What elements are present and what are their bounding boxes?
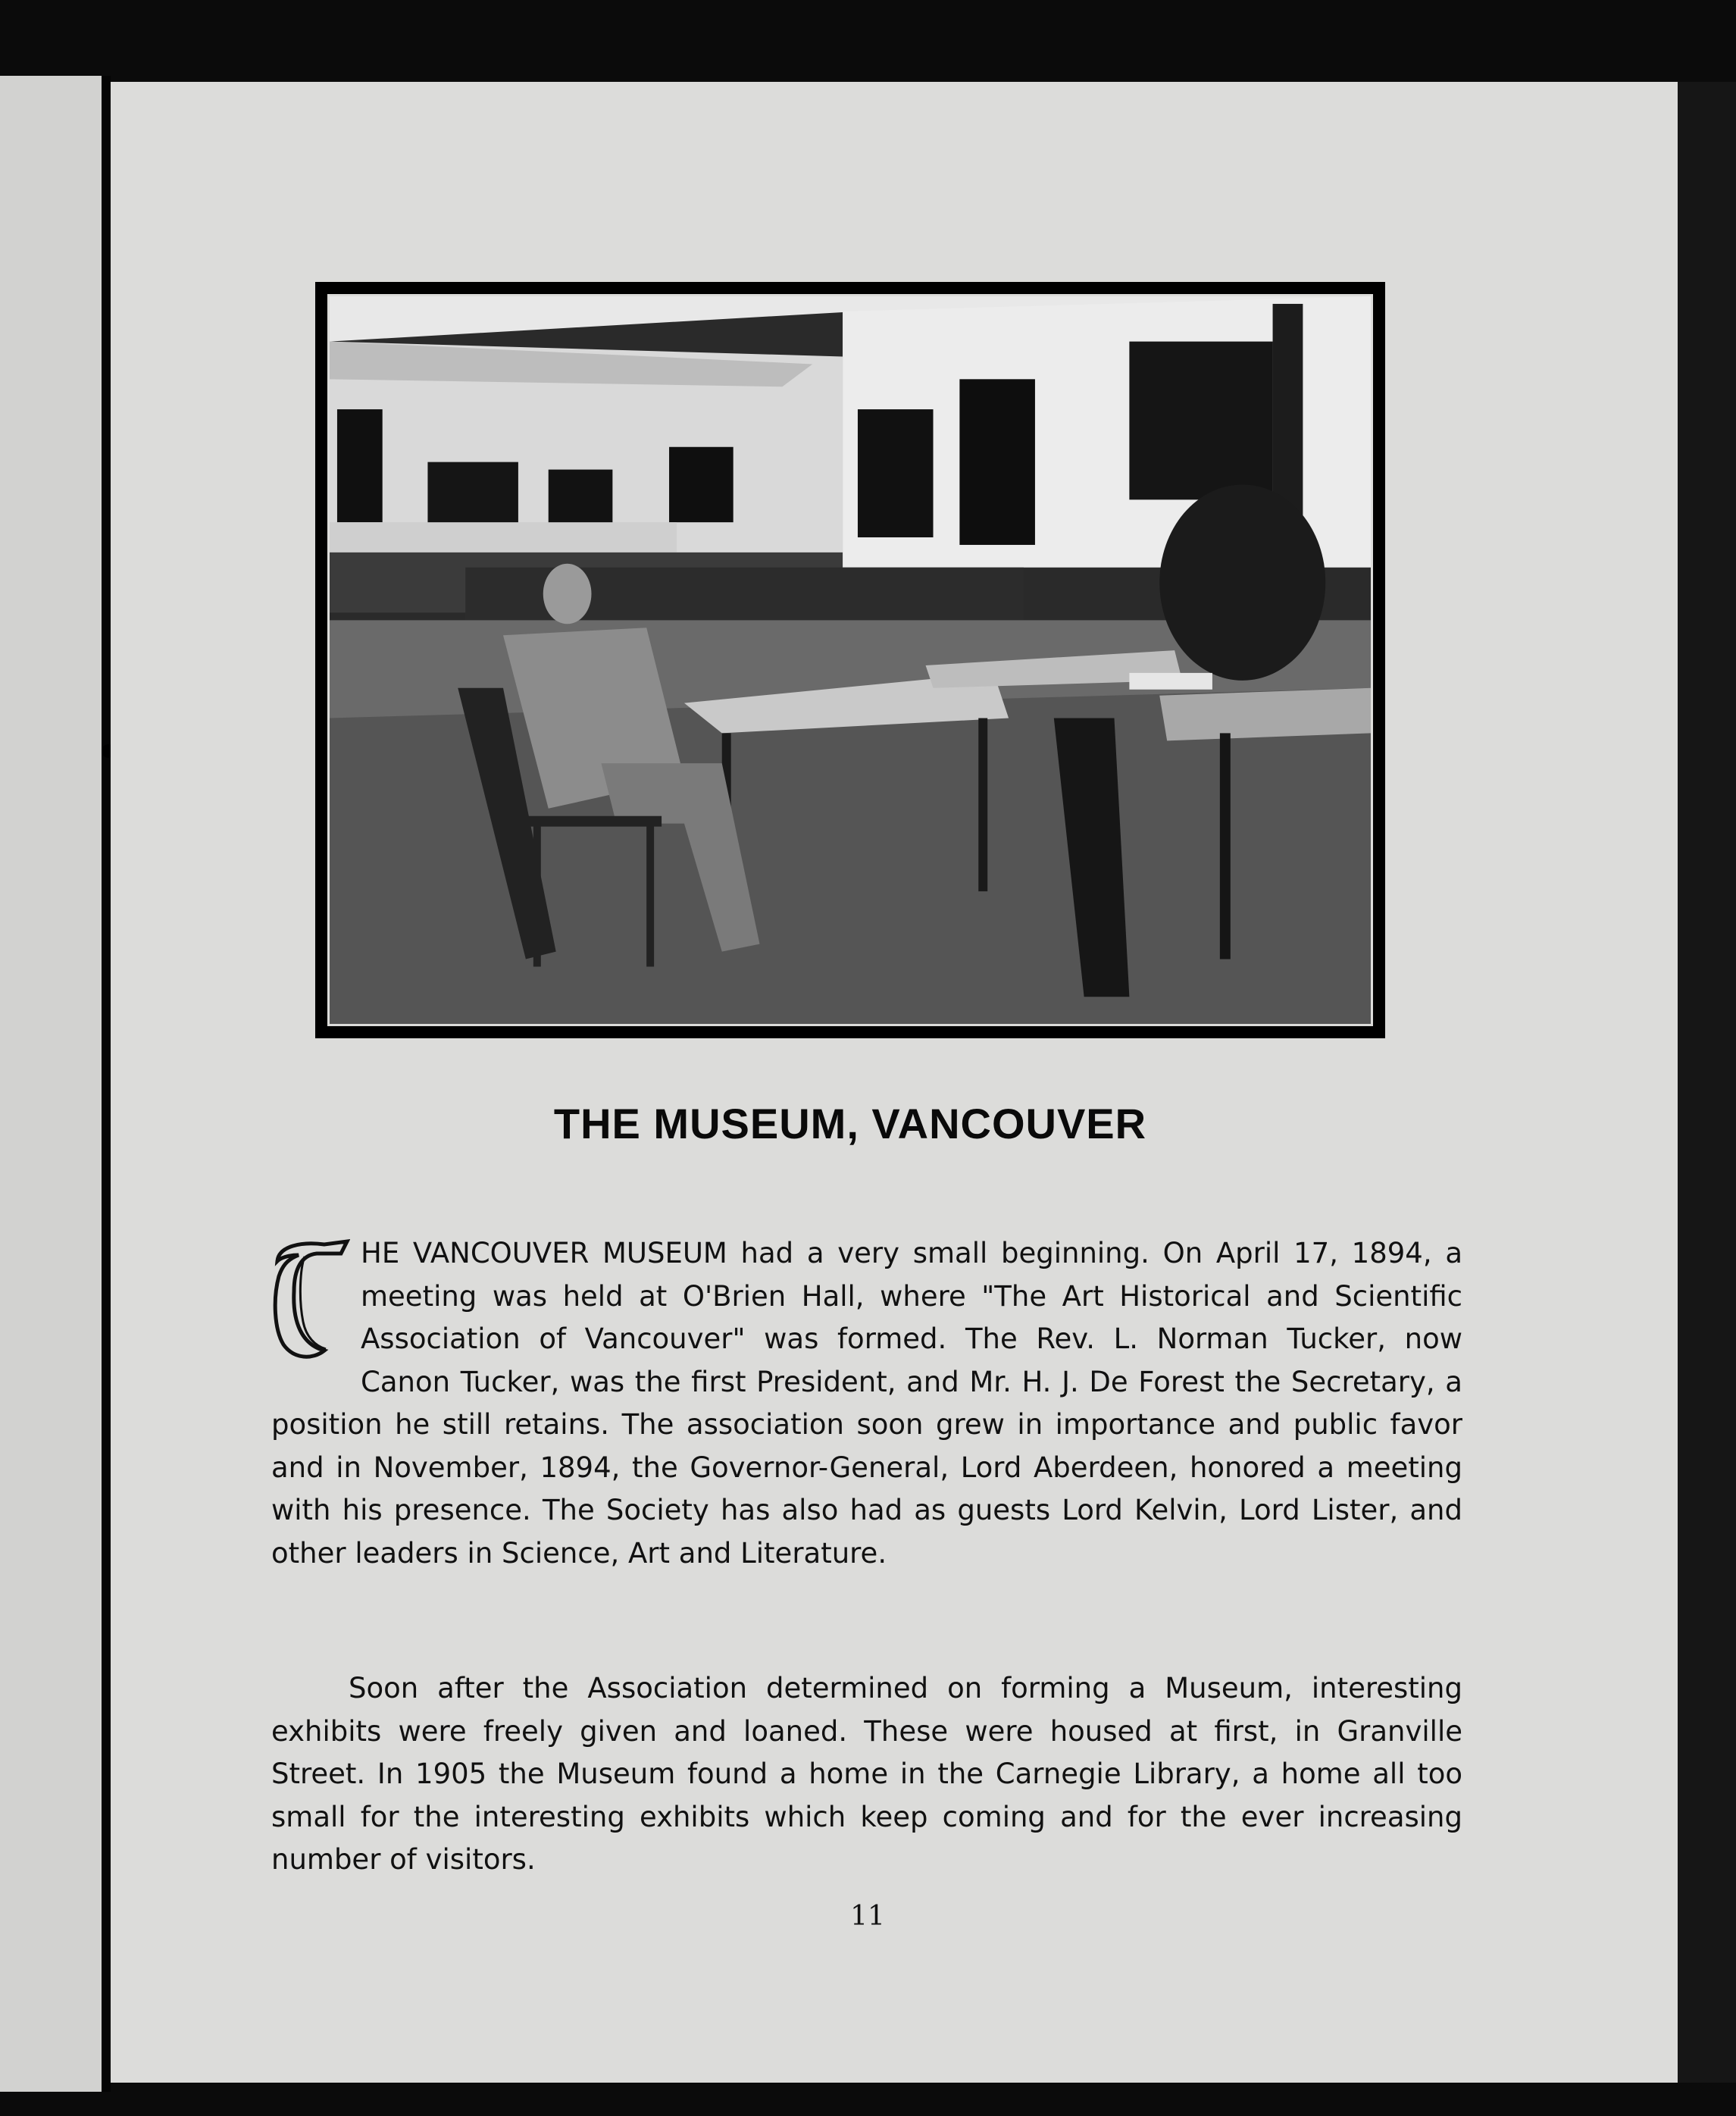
article-heading: THE MUSEUM, VANCOUVER	[553, 1100, 1147, 1147]
paragraph-1	[271, 1232, 1462, 1575]
museum-interior-illustration	[330, 296, 1371, 1024]
previous-page-edge	[0, 76, 106, 2092]
book-spine	[102, 76, 111, 2092]
paragraph-2: Soon after the Association determined on forming a Museum, interesting exhibits were freely given and loaned. These were housed at first, in Granville Street. In 1905 the Museum found a home in the Carnegie Library, a home all too small for the interesting exhibits which keep coming and for the ever increasing number of visitors.	[271, 1672, 1462, 1876]
paragraph-1-text: HE VANCOUVER MUSEUM had a very small beginning. On April 17, 1894, a meeting was held at O'Brien Hall, where "The Art Historical and Scientific Association of Vancouver" was formed. The Rev. L. Norman Tucker, now Canon Tucker, was the first President, and Mr. H. J. De Forest the Secretary, a position he still retains. The association soon grew in importance and public favor and in November, 1894, the Governor-General, Lord Aberdeen, honored a meeting with his presence. The Society has also had as guests Lord Kelvin, Lord Lister, and other leaders in Science, Art and Literature.	[271, 1237, 1462, 1570]
photograph-image	[327, 294, 1373, 1026]
scan-background-right	[1678, 82, 1736, 2083]
museum-photograph	[315, 282, 1385, 1038]
drop-cap-t-icon	[271, 1238, 350, 1367]
page-number: 11	[850, 1901, 885, 1932]
